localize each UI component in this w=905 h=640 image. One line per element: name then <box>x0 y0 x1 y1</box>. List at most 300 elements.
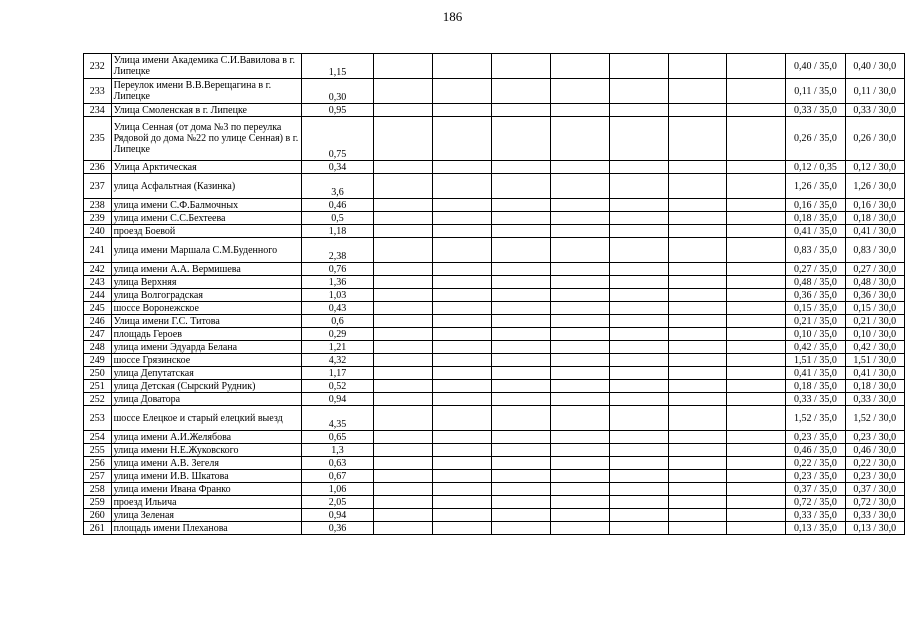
table-row <box>84 393 905 406</box>
empty-cell <box>374 380 433 393</box>
empty-cell <box>374 406 433 431</box>
empty-cell <box>727 161 786 174</box>
empty-cell <box>432 483 491 496</box>
empty-cell <box>491 496 550 509</box>
empty-cell <box>432 212 491 225</box>
empty-cell <box>432 522 491 535</box>
table-row <box>84 354 905 367</box>
empty-cell <box>432 225 491 238</box>
road-table <box>83 53 905 535</box>
empty-cell <box>609 263 668 276</box>
empty-cell <box>727 431 786 444</box>
empty-cell <box>491 104 550 117</box>
empty-cell <box>432 354 491 367</box>
value-30: 0,33 / 30,0 <box>845 509 904 522</box>
street-name: улица имени С.С.Бехтеева <box>111 212 301 225</box>
row-number: 259 <box>84 496 112 509</box>
table-row <box>84 483 905 496</box>
empty-cell <box>668 263 727 276</box>
empty-cell <box>727 328 786 341</box>
empty-cell <box>550 483 609 496</box>
empty-cell <box>432 199 491 212</box>
empty-cell <box>727 380 786 393</box>
value-35: 0,48 / 35,0 <box>786 276 845 289</box>
row-number: 247 <box>84 328 112 341</box>
row-number: 232 <box>84 54 112 79</box>
value-30: 0,33 / 30,0 <box>845 104 904 117</box>
empty-cell <box>727 315 786 328</box>
value-35: 0,23 / 35,0 <box>786 470 845 483</box>
empty-cell <box>668 509 727 522</box>
value-30: 0,22 / 30,0 <box>845 457 904 470</box>
empty-cell <box>609 161 668 174</box>
empty-cell <box>609 380 668 393</box>
empty-cell <box>668 380 727 393</box>
street-name: улица имени Ивана Франко <box>111 483 301 496</box>
value-30: 0,27 / 30,0 <box>845 263 904 276</box>
empty-cell <box>491 79 550 104</box>
value-35: 0,15 / 35,0 <box>786 302 845 315</box>
empty-cell <box>374 238 433 263</box>
empty-cell <box>432 161 491 174</box>
road-length: 1,15 <box>301 54 373 79</box>
empty-cell <box>727 104 786 117</box>
empty-cell <box>432 315 491 328</box>
value-30: 1,51 / 30,0 <box>845 354 904 367</box>
value-35: 0,18 / 35,0 <box>786 380 845 393</box>
empty-cell <box>432 54 491 79</box>
table-row <box>84 457 905 470</box>
value-35: 0,41 / 35,0 <box>786 367 845 380</box>
empty-cell <box>668 117 727 161</box>
value-35: 0,26 / 35,0 <box>786 117 845 161</box>
empty-cell <box>491 431 550 444</box>
table-row <box>84 161 905 174</box>
empty-cell <box>550 79 609 104</box>
empty-cell <box>432 380 491 393</box>
empty-cell <box>727 225 786 238</box>
empty-cell <box>727 354 786 367</box>
value-35: 0,27 / 35,0 <box>786 263 845 276</box>
road-length: 4,35 <box>301 406 373 431</box>
value-35: 0,41 / 35,0 <box>786 225 845 238</box>
empty-cell <box>374 341 433 354</box>
table-row <box>84 522 905 535</box>
empty-cell <box>668 174 727 199</box>
table-row <box>84 470 905 483</box>
empty-cell <box>432 328 491 341</box>
empty-cell <box>550 354 609 367</box>
empty-cell <box>727 444 786 457</box>
table-row <box>84 212 905 225</box>
road-length: 1,21 <box>301 341 373 354</box>
empty-cell <box>550 315 609 328</box>
street-name: Улица Сенная (от дома №3 по переулка Рядовой до дома №22 по улице Сенная) в г. Липецке <box>111 117 301 161</box>
value-35: 0,40 / 35,0 <box>786 54 845 79</box>
value-30: 0,13 / 30,0 <box>845 522 904 535</box>
value-35: 0,46 / 35,0 <box>786 444 845 457</box>
road-length: 0,65 <box>301 431 373 444</box>
table-row <box>84 174 905 199</box>
road-length: 3,6 <box>301 174 373 199</box>
street-name: площадь имени Плеханова <box>111 522 301 535</box>
empty-cell <box>727 212 786 225</box>
empty-cell <box>668 354 727 367</box>
empty-cell <box>550 302 609 315</box>
empty-cell <box>727 238 786 263</box>
empty-cell <box>550 174 609 199</box>
empty-cell <box>609 289 668 302</box>
table-row <box>84 341 905 354</box>
empty-cell <box>374 161 433 174</box>
empty-cell <box>668 289 727 302</box>
street-name: улица имени И.В. Шкатова <box>111 470 301 483</box>
empty-cell <box>491 174 550 199</box>
value-30: 0,23 / 30,0 <box>845 431 904 444</box>
table-row <box>84 238 905 263</box>
table-row <box>84 509 905 522</box>
road-length: 0,75 <box>301 117 373 161</box>
value-35: 0,72 / 35,0 <box>786 496 845 509</box>
empty-cell <box>550 406 609 431</box>
table-row <box>84 263 905 276</box>
empty-cell <box>609 509 668 522</box>
row-number: 261 <box>84 522 112 535</box>
empty-cell <box>432 117 491 161</box>
street-name: улица Волгоградская <box>111 289 301 302</box>
empty-cell <box>374 225 433 238</box>
empty-cell <box>491 161 550 174</box>
road-length: 0,43 <box>301 302 373 315</box>
empty-cell <box>668 470 727 483</box>
value-35: 0,11 / 35,0 <box>786 79 845 104</box>
street-name: улица Депутатская <box>111 367 301 380</box>
empty-cell <box>609 54 668 79</box>
empty-cell <box>432 289 491 302</box>
empty-cell <box>668 406 727 431</box>
street-name: улица Доватора <box>111 393 301 406</box>
table-row <box>84 380 905 393</box>
value-30: 0,48 / 30,0 <box>845 276 904 289</box>
street-name: улица имени С.Ф.Балмочных <box>111 199 301 212</box>
road-length: 1,03 <box>301 289 373 302</box>
empty-cell <box>727 289 786 302</box>
empty-cell <box>609 457 668 470</box>
empty-cell <box>668 522 727 535</box>
street-name: проезд Ильича <box>111 496 301 509</box>
empty-cell <box>374 212 433 225</box>
empty-cell <box>668 238 727 263</box>
table-row <box>84 199 905 212</box>
value-35: 1,51 / 35,0 <box>786 354 845 367</box>
empty-cell <box>609 199 668 212</box>
row-number: 249 <box>84 354 112 367</box>
empty-cell <box>491 238 550 263</box>
empty-cell <box>727 54 786 79</box>
value-30: 0,36 / 30,0 <box>845 289 904 302</box>
empty-cell <box>727 341 786 354</box>
empty-cell <box>550 393 609 406</box>
road-length: 0,52 <box>301 380 373 393</box>
row-number: 252 <box>84 393 112 406</box>
empty-cell <box>727 263 786 276</box>
empty-cell <box>668 161 727 174</box>
value-30: 0,16 / 30,0 <box>845 199 904 212</box>
row-number: 245 <box>84 302 112 315</box>
empty-cell <box>550 509 609 522</box>
value-30: 0,46 / 30,0 <box>845 444 904 457</box>
road-length: 1,3 <box>301 444 373 457</box>
empty-cell <box>668 431 727 444</box>
value-35: 0,33 / 35,0 <box>786 104 845 117</box>
street-name: Улица имени Г.С. Титова <box>111 315 301 328</box>
value-35: 0,33 / 35,0 <box>786 509 845 522</box>
empty-cell <box>727 79 786 104</box>
empty-cell <box>374 483 433 496</box>
table-row <box>84 276 905 289</box>
empty-cell <box>727 367 786 380</box>
row-number: 251 <box>84 380 112 393</box>
empty-cell <box>668 457 727 470</box>
empty-cell <box>727 483 786 496</box>
empty-cell <box>374 457 433 470</box>
empty-cell <box>550 431 609 444</box>
empty-cell <box>432 238 491 263</box>
empty-cell <box>668 367 727 380</box>
empty-cell <box>609 315 668 328</box>
street-name: улица имени А.В. Зегеля <box>111 457 301 470</box>
empty-cell <box>491 509 550 522</box>
street-name: улица имени Эдуарда Белана <box>111 341 301 354</box>
row-number: 233 <box>84 79 112 104</box>
table-row <box>84 79 905 104</box>
value-35: 1,52 / 35,0 <box>786 406 845 431</box>
empty-cell <box>668 328 727 341</box>
value-35: 0,13 / 35,0 <box>786 522 845 535</box>
row-number: 246 <box>84 315 112 328</box>
empty-cell <box>374 393 433 406</box>
row-number: 258 <box>84 483 112 496</box>
road-length: 0,94 <box>301 509 373 522</box>
empty-cell <box>609 276 668 289</box>
street-name: улица имени Маршала С.М.Буденного <box>111 238 301 263</box>
road-length: 1,17 <box>301 367 373 380</box>
empty-cell <box>668 341 727 354</box>
value-35: 0,21 / 35,0 <box>786 315 845 328</box>
empty-cell <box>491 276 550 289</box>
empty-cell <box>609 522 668 535</box>
value-35: 0,42 / 35,0 <box>786 341 845 354</box>
empty-cell <box>727 302 786 315</box>
empty-cell <box>550 470 609 483</box>
empty-cell <box>374 289 433 302</box>
empty-cell <box>668 393 727 406</box>
empty-cell <box>668 212 727 225</box>
empty-cell <box>374 174 433 199</box>
value-30: 0,37 / 30,0 <box>845 483 904 496</box>
road-length: 2,05 <box>301 496 373 509</box>
row-number: 234 <box>84 104 112 117</box>
value-30: 1,52 / 30,0 <box>845 406 904 431</box>
road-length: 0,36 <box>301 522 373 535</box>
empty-cell <box>491 380 550 393</box>
empty-cell <box>550 117 609 161</box>
empty-cell <box>491 199 550 212</box>
empty-cell <box>432 263 491 276</box>
value-30: 0,41 / 30,0 <box>845 367 904 380</box>
empty-cell <box>432 406 491 431</box>
street-name: улица имени А.А. Вермишева <box>111 263 301 276</box>
empty-cell <box>609 367 668 380</box>
empty-cell <box>609 431 668 444</box>
street-name: улица Асфальтная (Казинка) <box>111 174 301 199</box>
value-30: 0,15 / 30,0 <box>845 302 904 315</box>
empty-cell <box>491 522 550 535</box>
empty-cell <box>491 302 550 315</box>
empty-cell <box>668 79 727 104</box>
street-name: проезд Боевой <box>111 225 301 238</box>
empty-cell <box>491 328 550 341</box>
empty-cell <box>727 276 786 289</box>
road-length: 1,18 <box>301 225 373 238</box>
empty-cell <box>374 263 433 276</box>
empty-cell <box>432 276 491 289</box>
empty-cell <box>491 212 550 225</box>
table-row <box>84 406 905 431</box>
value-30: 0,41 / 30,0 <box>845 225 904 238</box>
empty-cell <box>550 444 609 457</box>
empty-cell <box>550 522 609 535</box>
empty-cell <box>374 522 433 535</box>
row-number: 239 <box>84 212 112 225</box>
street-name: шоссе Елецкое и старый елецкий выезд <box>111 406 301 431</box>
empty-cell <box>609 104 668 117</box>
empty-cell <box>609 354 668 367</box>
empty-cell <box>550 341 609 354</box>
empty-cell <box>374 431 433 444</box>
empty-cell <box>491 406 550 431</box>
road-length: 2,38 <box>301 238 373 263</box>
table-row <box>84 315 905 328</box>
empty-cell <box>727 496 786 509</box>
empty-cell <box>668 199 727 212</box>
road-length: 0,5 <box>301 212 373 225</box>
table-row <box>84 225 905 238</box>
row-number: 242 <box>84 263 112 276</box>
value-35: 0,18 / 35,0 <box>786 212 845 225</box>
street-name: улица Зеленая <box>111 509 301 522</box>
value-30: 0,83 / 30,0 <box>845 238 904 263</box>
empty-cell <box>374 104 433 117</box>
empty-cell <box>727 199 786 212</box>
row-number: 248 <box>84 341 112 354</box>
value-30: 1,26 / 30,0 <box>845 174 904 199</box>
empty-cell <box>432 104 491 117</box>
value-35: 0,36 / 35,0 <box>786 289 845 302</box>
value-30: 0,23 / 30,0 <box>845 470 904 483</box>
empty-cell <box>491 289 550 302</box>
empty-cell <box>432 367 491 380</box>
road-length: 0,34 <box>301 161 373 174</box>
empty-cell <box>668 104 727 117</box>
empty-cell <box>432 457 491 470</box>
empty-cell <box>432 470 491 483</box>
empty-cell <box>550 380 609 393</box>
empty-cell <box>609 470 668 483</box>
empty-cell <box>550 238 609 263</box>
empty-cell <box>374 367 433 380</box>
empty-cell <box>609 225 668 238</box>
empty-cell <box>374 315 433 328</box>
value-35: 0,12 / 0,35 <box>786 161 845 174</box>
value-30: 0,42 / 30,0 <box>845 341 904 354</box>
value-35: 1,26 / 35,0 <box>786 174 845 199</box>
empty-cell <box>432 509 491 522</box>
empty-cell <box>432 393 491 406</box>
empty-cell <box>550 104 609 117</box>
empty-cell <box>668 276 727 289</box>
road-length: 0,76 <box>301 263 373 276</box>
empty-cell <box>668 54 727 79</box>
value-30: 0,12 / 30,0 <box>845 161 904 174</box>
table-row <box>84 54 905 79</box>
row-number: 235 <box>84 117 112 161</box>
value-35: 0,23 / 35,0 <box>786 431 845 444</box>
empty-cell <box>374 354 433 367</box>
empty-cell <box>374 444 433 457</box>
empty-cell <box>491 444 550 457</box>
row-number: 241 <box>84 238 112 263</box>
value-30: 0,72 / 30,0 <box>845 496 904 509</box>
empty-cell <box>609 238 668 263</box>
table-row <box>84 117 905 161</box>
empty-cell <box>727 470 786 483</box>
table-row <box>84 431 905 444</box>
empty-cell <box>491 225 550 238</box>
empty-cell <box>432 302 491 315</box>
empty-cell <box>550 212 609 225</box>
empty-cell <box>374 79 433 104</box>
row-number: 237 <box>84 174 112 199</box>
street-name: улица Верхняя <box>111 276 301 289</box>
street-name: площадь Героев <box>111 328 301 341</box>
empty-cell <box>432 431 491 444</box>
row-number: 254 <box>84 431 112 444</box>
empty-cell <box>668 444 727 457</box>
row-number: 250 <box>84 367 112 380</box>
empty-cell <box>609 406 668 431</box>
road-length: 0,30 <box>301 79 373 104</box>
empty-cell <box>609 212 668 225</box>
empty-cell <box>727 117 786 161</box>
empty-cell <box>432 174 491 199</box>
road-length: 1,06 <box>301 483 373 496</box>
street-name: Улица Арктическая <box>111 161 301 174</box>
empty-cell <box>550 263 609 276</box>
empty-cell <box>374 328 433 341</box>
empty-cell <box>609 302 668 315</box>
empty-cell <box>374 470 433 483</box>
empty-cell <box>668 302 727 315</box>
empty-cell <box>491 457 550 470</box>
value-35: 0,22 / 35,0 <box>786 457 845 470</box>
table-row <box>84 289 905 302</box>
page-number: 186 <box>442 9 463 24</box>
empty-cell <box>609 483 668 496</box>
empty-cell <box>491 117 550 161</box>
value-35: 0,37 / 35,0 <box>786 483 845 496</box>
road-length: 0,63 <box>301 457 373 470</box>
